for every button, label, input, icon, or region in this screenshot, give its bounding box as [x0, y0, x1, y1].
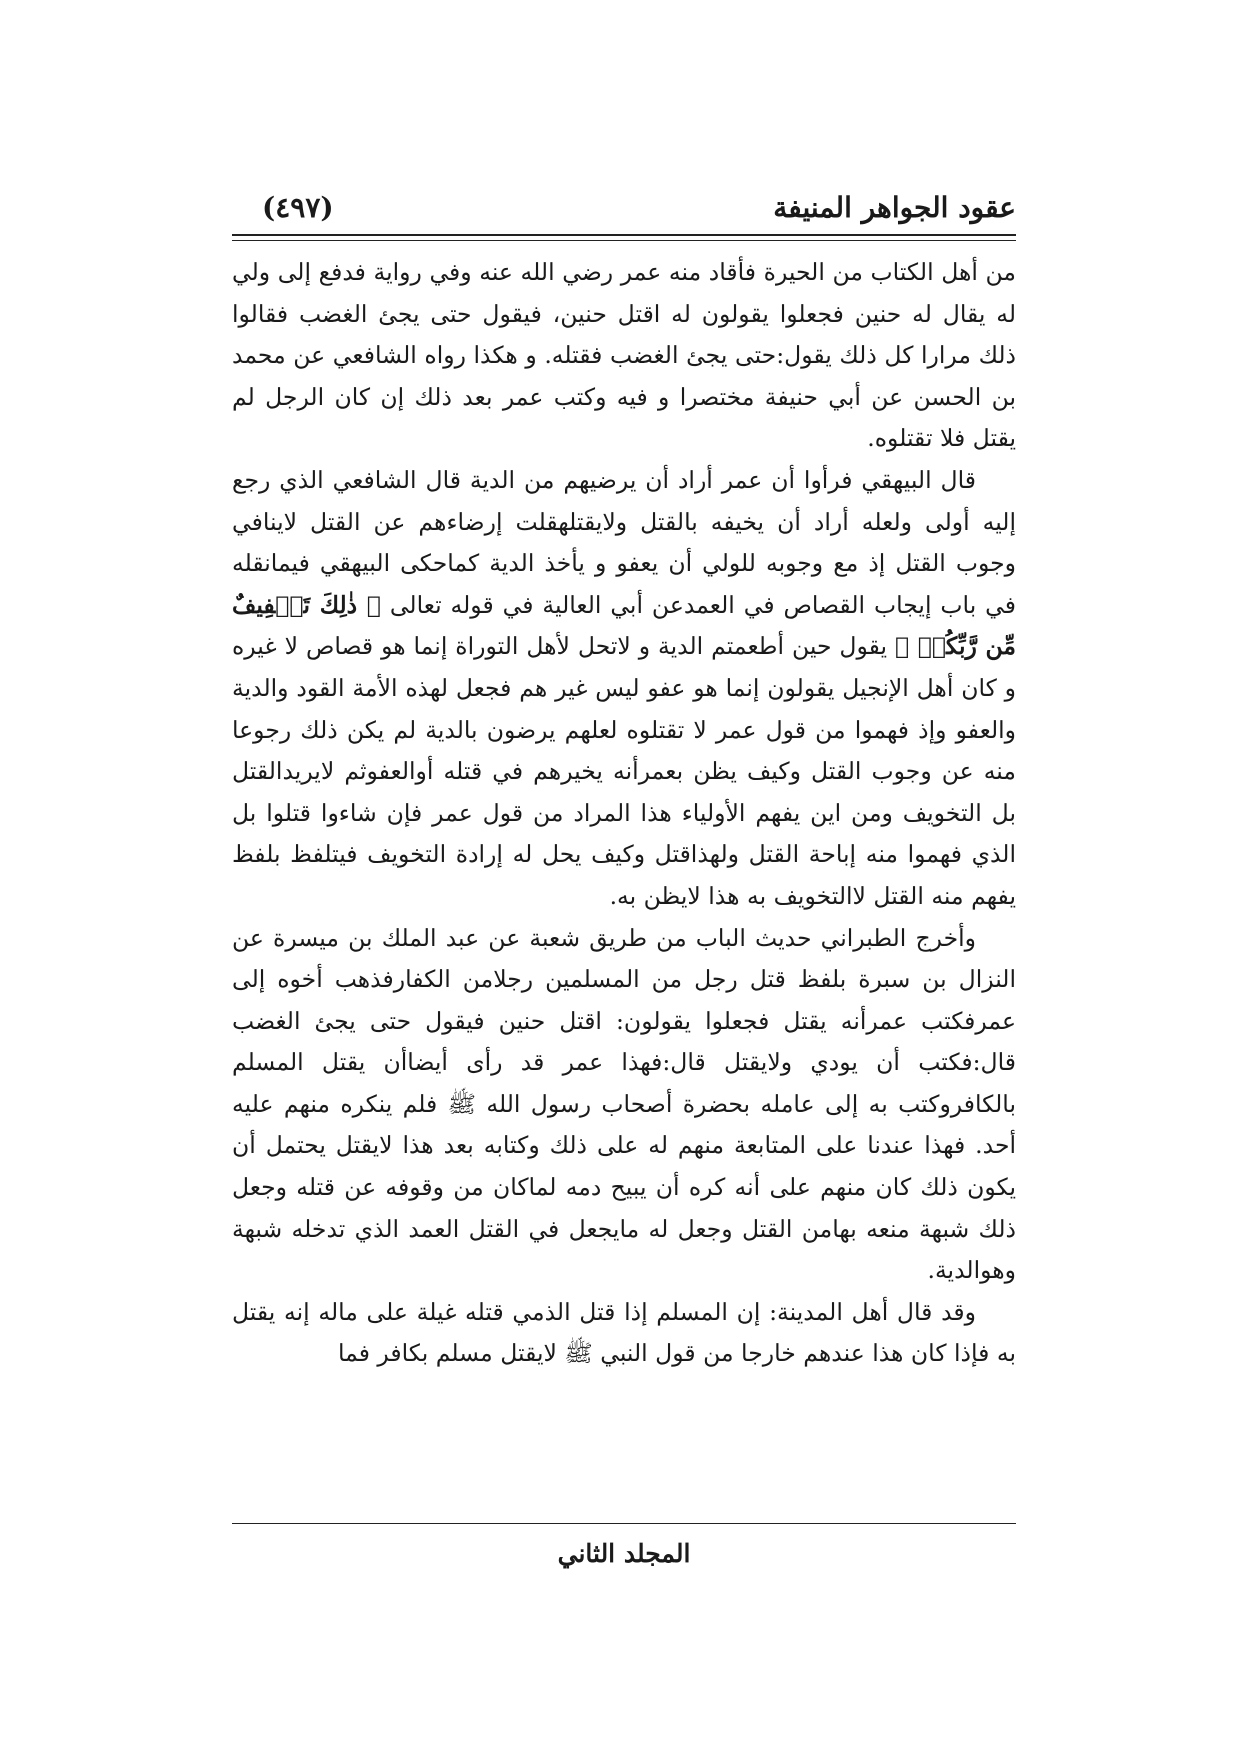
book-title: عقود الجواهر المنيفة — [773, 191, 1016, 224]
page-number: (٤٩٧) — [262, 191, 334, 224]
paragraph-1: من أهل الكتاب من الحيرة فأقاد منه عمر رضي الله عنه وفي رواية فدفع إلى ولي له يقال له حنين فجعلوا يقولون له اقتل حنين، فيقول حتى يجئ الغضب فقالوا ذلك مرارا كل ذلك يقول:حتى يجئ الغضب فقتله. و هكذا رواه الشافعي عن محمد بن الحسن عن أبي حنيفة مختصرا و فيه وكتب عمر بعد ذلك إن كان الرجل لم يقتل فلا تقتلوه. — [232, 258, 1016, 453]
paragraph-2-text-before: قال البيهقي فرأوا أن عمر أراد أن يرضيهم من الدية قال الشافعي الذي رجع إليه أولى ولعله أراد أن يخيفه بالقتل ولايقتلهقلت إرضاءهم عن القتل لاينافي وجوب القتل إذ مع وجوبه للولي أن يعفو و يأخذ الدية كماحكى البيهقي فيمانقله في باب إيجاب القصاص في العمدعن أبي العالية في قوله تعالى — [232, 465, 1016, 619]
page-header — [232, 188, 1016, 232]
quran-verse: ﴿ ذٰلِكَ تَخۡفِيفٌ مِّن رَّبِّكُمۡ ﴾ — [232, 590, 1016, 661]
paragraph-2-text-after: يقول حين أطعمتم الدية و لاتحل لأهل التوراة إنما هو قصاص لا غيره و كان أهل الإنجيل يقولون إنما هو عفو ليس غير هم فجعل لهذه الأمة القود والدية والعفو وإذ فهموا من قول عمر لا تقتلوه لعلهم يرضون بالدية لم يكن ذلك رجوعا منه عن وجوب القتل وكيف يظن بعمرأنه يخيرهم في قتله أوالعفوثم لايريدالقتل بل التخويف ومن اين يفهم الأولياء هذا المراد من قول عمر فإن شاءوا قتلوا بل الذي فهموا منه إباحة القتل ولهذاقتل وكيف يحل له إرادة التخويف فيتلفظ بلفظ يفهم منه القتل لاالتخويف به هذا لايظن به. — [232, 632, 1016, 910]
paragraph-2 — [232, 460, 1016, 918]
page-body — [232, 252, 1016, 1517]
footer-rule — [232, 1523, 1016, 1524]
volume-footer: المجلد الثاني — [557, 1539, 691, 1568]
paragraph-3: وأخرج الطبراني حديث الباب من طريق شعبة عن عبد الملك بن ميسرة عن النزال بن سبرة بلفظ قتل رجل من المسلمين رجلامن الكفارفذهب أخوه إلى عمرفكتب عمرأنه يقتل فجعلوا يقولون: اقتل حنين فيقول حتى يجئ الغضب قال:فكتب أن يودي ولايقتل قال:فهذا عمر قد رأى أيضاأن يقتل المسلم بالكافروكتب به إلى عامله بحضرة أصحاب رسول الله ﷺ فلم ينكره منهم عليه أحد. فهذا عندنا على المتابعة منهم له على ذلك وكتابه بعد هذا لايقتل يحتمل أن يكون ذلك كان منهم على أنه كره أن يبيح دمه لماكان من وقوفه عن قتله وجعل ذلك شبهة منعه بهامن القتل وجعل له مايجعل في القتل العمد الذي تدخله شبهة وهوالدية. — [232, 923, 1016, 1285]
paragraph-4: وقد قال أهل المدينة: إن المسلم إذا قتل الذمي قتله غيلة على ماله إنه يقتل به فإذا كان هذا عندهم خارجا من قول النبي ﷺ لايقتل مسلم بكافر فما — [232, 1297, 1016, 1368]
header-rule-thick — [232, 234, 1016, 236]
header-rule-thin — [232, 240, 1016, 241]
